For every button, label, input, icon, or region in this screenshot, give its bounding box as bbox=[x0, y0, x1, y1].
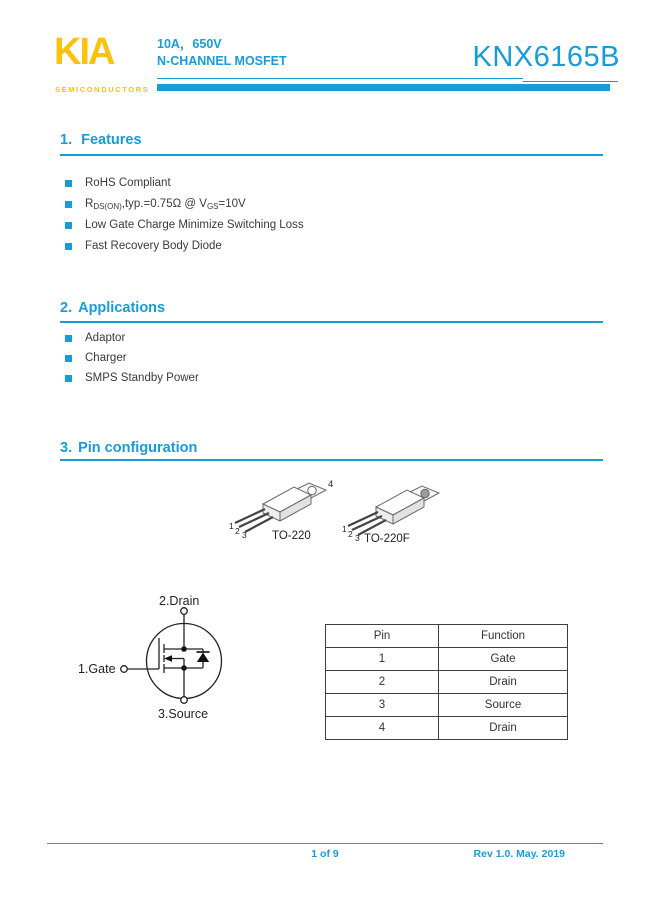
device-rating bbox=[157, 36, 287, 70]
table-row bbox=[326, 717, 568, 740]
pin-cell: 2 bbox=[326, 671, 439, 694]
mosfet-symbol-diagram bbox=[75, 588, 290, 728]
pin-cell: 1 bbox=[326, 648, 439, 671]
bullet-square-icon bbox=[65, 201, 72, 208]
to220f-label: TO-220F bbox=[364, 533, 410, 545]
kia-logo: KIA bbox=[54, 31, 114, 73]
mounting-hole bbox=[421, 489, 429, 497]
features-rule bbox=[60, 154, 603, 156]
bullet-square-icon bbox=[65, 355, 72, 362]
function-cell: Gate bbox=[439, 648, 568, 671]
feature-item-text: Fast Recovery Body Diode bbox=[85, 240, 222, 252]
device-rating-line1: 10A，650V bbox=[157, 37, 222, 51]
pin-config-heading bbox=[60, 440, 197, 456]
function-cell: Drain bbox=[439, 671, 568, 694]
vgs-value: =10V bbox=[218, 198, 246, 210]
part-number: KNX6165B bbox=[472, 41, 620, 73]
pin-config-heading-title: Pin configuration bbox=[78, 440, 198, 456]
pin2-label: 2 bbox=[348, 529, 353, 539]
pin-column-header: Pin bbox=[326, 625, 439, 648]
revision-info: Rev 1.0. May. 2019 bbox=[473, 848, 565, 860]
bullet-square-icon bbox=[65, 335, 72, 342]
diode-triangle bbox=[197, 653, 209, 663]
table-header-row bbox=[326, 625, 568, 648]
features-heading-title: Features bbox=[81, 132, 142, 148]
gate-pin-label: 1.Gate bbox=[78, 662, 116, 676]
applications-rule bbox=[60, 321, 603, 323]
drain-terminal bbox=[181, 608, 188, 615]
pin-cell: 4 bbox=[326, 717, 439, 740]
features-heading bbox=[60, 132, 142, 148]
rds-symbol: R bbox=[85, 198, 94, 210]
applications-heading bbox=[60, 300, 165, 316]
bullet-square-icon bbox=[65, 375, 72, 382]
source-terminal bbox=[181, 697, 188, 704]
application-item-text: Charger bbox=[85, 352, 127, 364]
vgs-subscript: GS bbox=[206, 202, 219, 211]
feature-item-text: Low Gate Charge Minimize Switching Loss bbox=[85, 219, 304, 231]
mounting-hole bbox=[308, 486, 316, 494]
to220-label: TO-220 bbox=[272, 530, 311, 542]
function-cell: Source bbox=[439, 694, 568, 717]
applications-heading-title: Applications bbox=[78, 300, 166, 316]
applications-heading-number: 2. bbox=[60, 300, 73, 316]
feature-item-text bbox=[85, 198, 246, 211]
pin4-label: 4 bbox=[328, 479, 334, 490]
lead-3 bbox=[245, 517, 273, 532]
feature-item-text: RoHS Compliant bbox=[85, 177, 171, 189]
pin-function-table bbox=[325, 624, 568, 740]
application-item-text: Adaptor bbox=[85, 332, 126, 344]
header-rule-left bbox=[157, 78, 523, 79]
pin-cell: 3 bbox=[326, 694, 439, 717]
source-node-dot bbox=[181, 665, 187, 671]
bullet-square-icon bbox=[65, 222, 72, 229]
header-rule-right bbox=[523, 81, 618, 82]
pin-config-rule bbox=[60, 459, 603, 461]
header-accent-bar bbox=[157, 84, 610, 91]
pin3-label: 3 bbox=[242, 530, 247, 540]
function-column-header: Function bbox=[439, 625, 568, 648]
features-heading-number: 1. bbox=[60, 132, 73, 148]
function-cell: Drain bbox=[439, 717, 568, 740]
channel-arrow bbox=[164, 655, 172, 662]
drain-node-dot bbox=[181, 646, 187, 652]
drain-pin-label: 2.Drain bbox=[159, 594, 200, 608]
gate-terminal bbox=[121, 666, 128, 673]
pin1-label: 1 bbox=[342, 524, 347, 534]
table-row bbox=[326, 671, 568, 694]
bullet-square-icon bbox=[65, 243, 72, 250]
pin-config-heading-number: 3. bbox=[60, 440, 73, 456]
source-pin-label: 3.Source bbox=[158, 707, 209, 721]
kia-logo-subtext: SEMICONDUCTORS bbox=[55, 85, 150, 94]
table-row bbox=[326, 694, 568, 717]
bullet-square-icon bbox=[65, 180, 72, 187]
device-rating-line2: N-CHANNEL MOSFET bbox=[157, 54, 287, 68]
table-row bbox=[326, 648, 568, 671]
rds-value: ,typ.=0.75Ω @ V bbox=[121, 198, 207, 210]
pin3-label: 3 bbox=[355, 533, 360, 543]
application-item-text: SMPS Standby Power bbox=[85, 372, 199, 384]
footer-rule bbox=[47, 843, 603, 844]
pin1-label: 1 bbox=[229, 521, 234, 531]
rds-subscript: DS(ON) bbox=[93, 202, 122, 211]
pin2-label: 2 bbox=[235, 526, 240, 536]
page-number: 1 of 9 bbox=[311, 848, 339, 860]
